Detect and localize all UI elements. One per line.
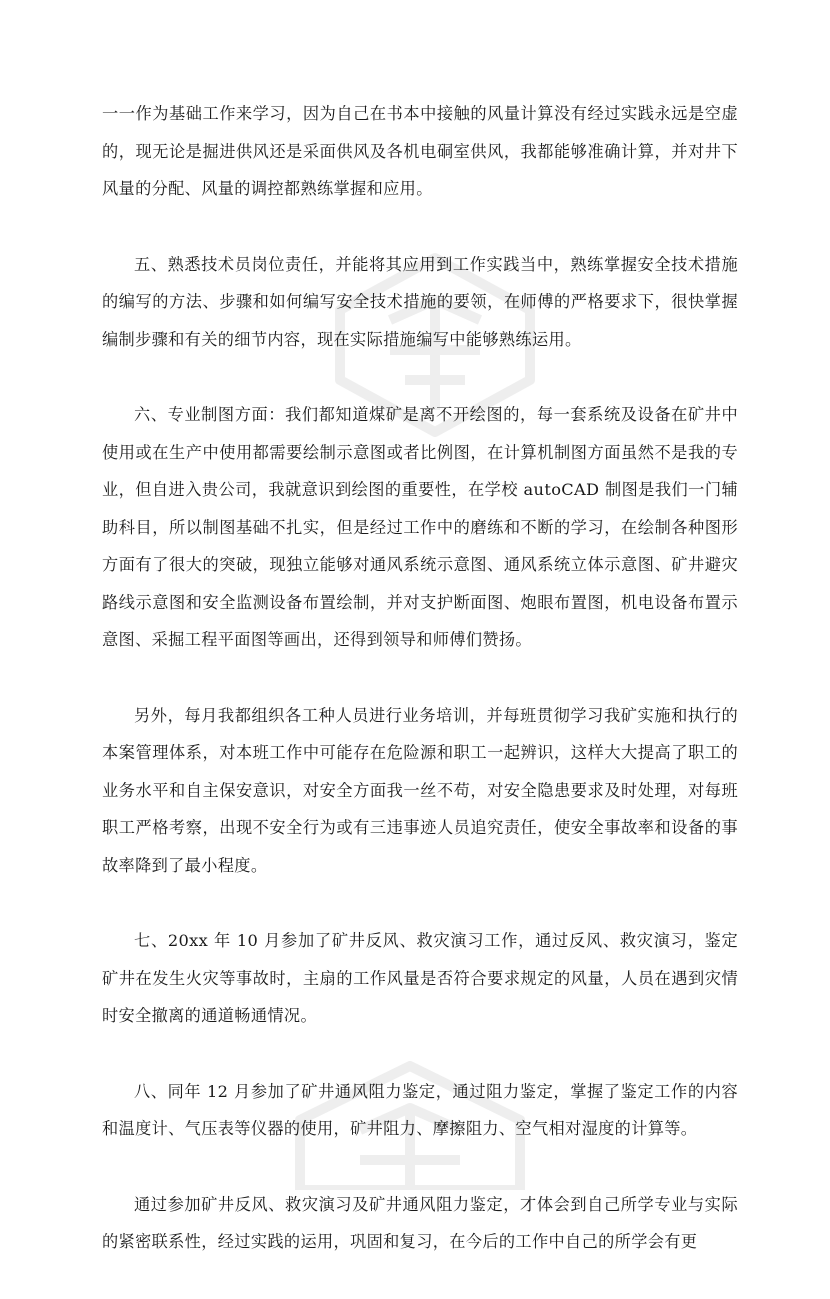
- paragraph-summary: 通过参加矿井反风、救灾演习及矿井通风阻力鉴定，才体会到自己所学专业与实际的紧密联系性，经过实践的运用，巩固和复习，在今后的工作中自己的所学会有更: [102, 1194, 738, 1251]
- document-body: [102, 95, 738, 1299]
- paragraph-item-8: 八、同年 12 月参加了矿井通风阻力鉴定，通过阻力鉴定，掌握了鉴定工作的内容和温度计、气压表等仪器的使用，矿井阻力、摩擦阻力、空气相对湿度的计算等。: [102, 1081, 738, 1138]
- paragraph-item-5: 五、熟悉技术员岗位责任，并能将其应用到工作实践当中，熟练掌握安全技术措施的编写的方法、步骤和如何编写安全技术措施的要领，在师傅的严格要求下，很快掌握编制步骤和有关的细节内容，现在实际措施编写中能够熟练运用。: [102, 254, 738, 349]
- paragraph-continuation: 一一作为基础工作来学习，因为自己在书本中接触的风量计算没有经过实践永远是空虚的，现无论是掘进供风还是采面供风及各机电硐室供风，我都能够准确计算，并对井下风量的分配、风量的调控都熟练掌握和应用。: [102, 104, 738, 198]
- paragraph-item-7: 七、20xx 年 10 月参加了矿井反风、救灾演习工作，通过反风、救灾演习，鉴定矿井在发生火灾等事故时，主扇的工作风量是否符合要求规定的风量，人员在遇到灾情时安全撤离的通道畅通情况。: [102, 931, 738, 1025]
- paragraph-additional: 另外，每月我都组织各工种人员进行业务培训，并每班贯彻学习我矿实施和执行的本案管理体系，对本班工作中可能存在危险源和职工一起辨识，这样大大提高了职工的业务水平和自主保安意识，对安全方面我一丝不苟，对安全隐患要求及时处理，对每班职工严格考察，出现不安全行为或有三违事迹人员追究责任，使安全事故率和设备的事故率降到了最小程度。: [102, 705, 738, 875]
- paragraph-item-6: 六、专业制图方面：我们都知道煤矿是离不开绘图的，每一套系统及设备在矿井中使用或在生产中使用都需要绘制示意图或者比例图，在计算机制图方面虽然不是我的专业，但自进入贵公司，我就意识到绘图的重要性，在学校 autoCAD 制图是我们一门辅助科目，所以制图基础不扎实，但是经过工作中的磨练和不断的学习，在绘制各种图形方面有了很大的突破，现独立能够对通风系统示意图、通风系统立体示意图、矿井避灾路线示意图和安全监测设备布置绘制，并对支护断面图、炮眼布置图，机电设备布置示意图、采掘工程平面图等画出，还得到领导和师傅们赞扬。: [102, 405, 738, 649]
